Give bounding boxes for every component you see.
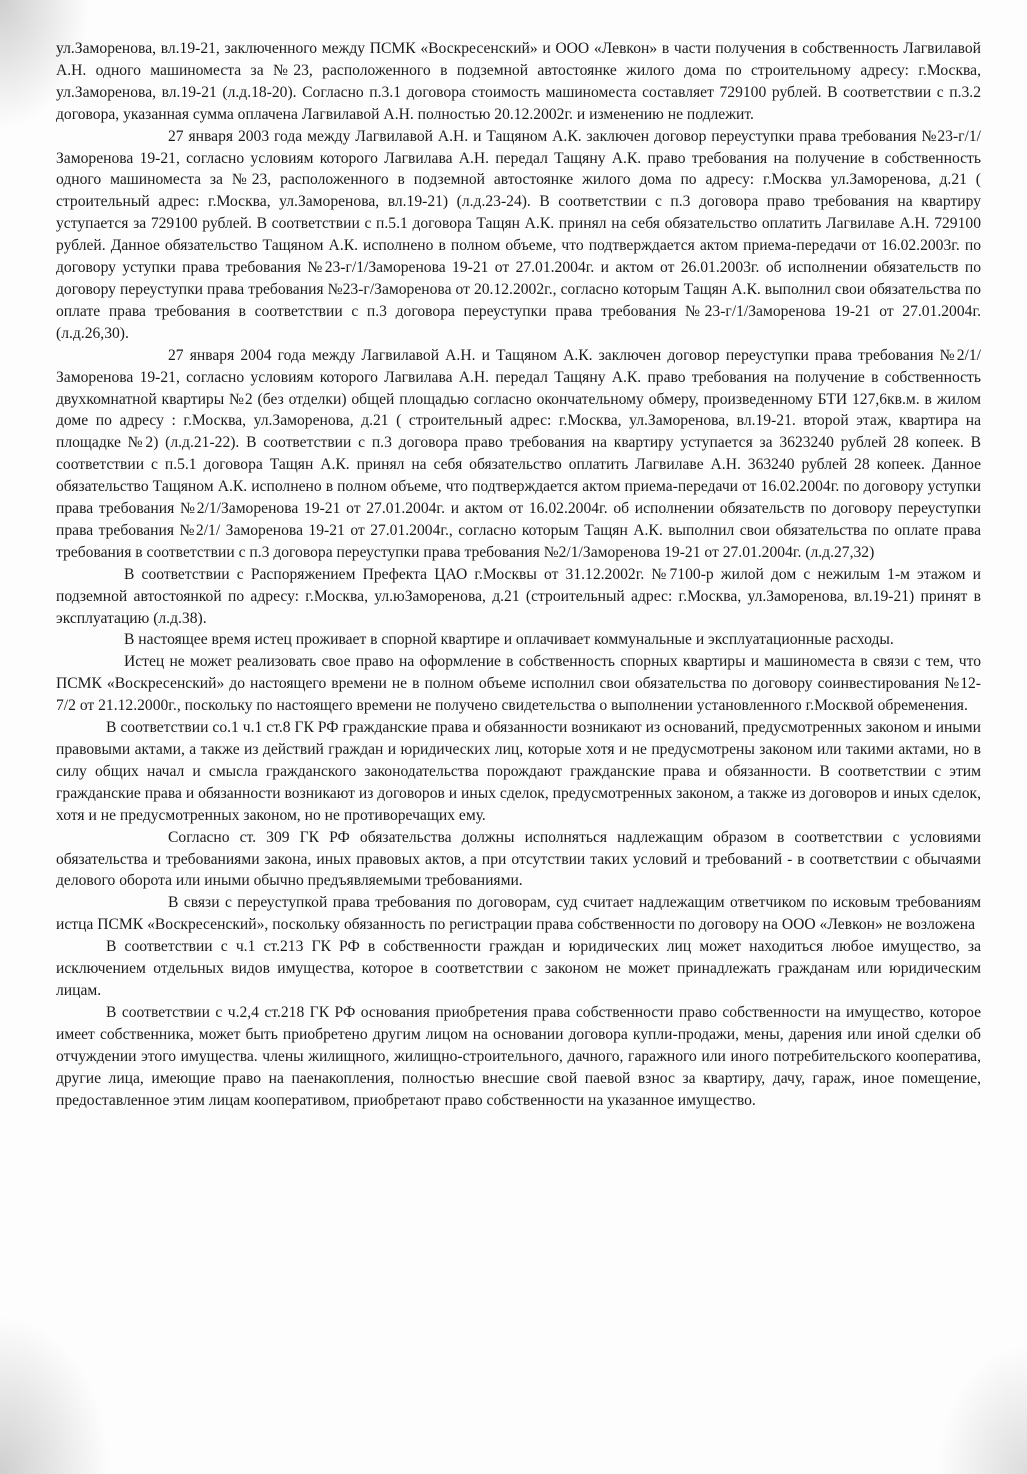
paragraph-3: 27 января 2004 года между Лагвилавой А.Н. и Тащяном А.К. заключен договор переуступки права требования №2/1/Заморенова 19-21, согласно условиям которого Лагвилава А.Н. передал Тащяну А.К. право требования на получение в собственность двухкомнатной квартиры №2 (без отделки) общей площадью согласно окончательному обмеру, произведенному БТИ 127,6кв.м. в жилом доме по адресу : г.Москва, ул.Заморенова, д.21 ( строительный адрес: г.Москва, ул.Заморенова, вл.19-21. второй этаж, квартира на площадке №2) (л.д.21-22). В соответствии с п.3 договора право требования на квартиру уступается за 3623240 рублей 28 копеек. В соответствии с п.5.1 договора Тащян А.К. принял на себя обязательство оплатить Лагвилаве А.Н. 363240 рублей 28 копеек. Данное обязательство Тащяном А.К. исполнено в полном объеме, что подтверждается актом приема-передачи от 16.02.2004г. по договору уступки права требования №2/1/Заморенова 19-21 от 27.01.2004г. и актом от 16.02.2004г. об исполнении обязательств по договору переуступки права требования №2/1/ Заморенова 19-21 от 27.01.2004г., согласно которым Тащян А.К. выполнил свои обязательства по оплате права требования в соответствии с п.3 договора переуступки права требования №2/1/Заморенова 19-21 от 27.01.2004г. (л.д.27,32) <box>56 346 981 561</box>
paragraph-6: Истец не может реализовать свое право на оформление в собственность спорных квартиры и машиноместа в связи с тем, что ПСМК «Воскресенский» до настоящего времени не в полном объеме исполнил свои обязательства по договору соинвестирования №12-7/2 от 21.12.2000г., поскольку по настоящего времени не получено свидетельства о выполнении установленного г.Москвой обременения. <box>56 653 981 715</box>
document-body <box>56 38 981 1111</box>
paragraph-11: В соответствии с ч.2,4 ст.218 ГК РФ основания приобретения права собственности право собственности на имущество, которое имеет собственника, может быть приобретено другим лицом на основании договора купли-продажи, мены, дарения или иной сделки об отчуждении этого имущества. члены жилищного, жилищно-строительного, дачного, гаражного или иного потребительского кооператива, другие лица, имеющие право на паенакопления, полностью внесшие свой паевой взнос за квартиру, дачу, гараж, иное помещение, предоставленное этим лицам кооперативом, приобретают право собственности на указанное имущество. <box>56 1003 981 1109</box>
paragraph-10: В соответствии с ч.1 ст.213 ГК РФ в собственности граждан и юридических лиц может находиться любое имущество, за исключением отдельных видов имущества, которое в соответствии с законом не может принадлежать гражданам или юридическим лицам. <box>56 938 981 999</box>
paragraph-2: 27 января 2003 года между Лагвилавой А.Н. и Тащяном А.К. заключен договор переуступки права требования №23-г/1/Заморенова 19-21, согласно условиям которого Лагвилава А.Н. передал Тащяну А.К. право требования на получение в собственность одного машиноместа за №23, расположенного в подземной автостоянке жилого дома по адресу: г.Москва ул.Заморенова, д.21 ( строительный адрес: г.Москва, ул.Заморенова, вл.19-21) (л.д.23-24). В соответствии с п.3 договора право требования на квартиру уступается за 729100 рублей. В соответствии с п.5.1 договора Тащян А.К. принял на себя обязательство оплатить Лагвилаве А.Н. 729100 рублей. Данное обязательство Тащяном А.К. исполнено в полном объеме, что подтверждается актом приема-передачи от 16.02.2003г. по договору уступки права требования №23-г/1/Заморенова 19-21 от 27.01.2004г. и актом от 26.01.2003г. об исполнении обязательств по договору переуступки права требования №23-г/Заморенова от 20.12.2002г., согласно которым Тащян А.К. выполнил свои обязательства по оплате права требования в соответствии с п.3 договора переуступки права требования №23-г/1/Заморенова 19-21 от 27.01.2004г. (л.д.26,30). <box>56 127 981 342</box>
paragraph-9: В связи с переуступкой права требования по договорам, суд считает надлежащим ответчиком по исковым требованиям истца ПСМК «Воскресенский», поскольку обязанность по регистрации права собственности по договору на ООО «Левкон» не возложена <box>56 894 981 934</box>
paragraph-8: Согласно ст. 309 ГК РФ обязательства должны исполняться надлежащим образом в соответствии с условиями обязательства и требованиями закона, иных правовых актов, а при отсутствии таких условий и требований - в соответствии с обычаями делового оборота или иными обычно предъявляемыми требованиями. <box>56 828 981 890</box>
paragraph-1: ул.Заморенова, вл.19-21, заключенного между ПСМК «Воскресенский» и ООО «Левкон» в части получения в собственность Лагвилавой А.Н. одного машиноместа за №23, расположенного в подземной автостоянке жилого дома по строительному адресу: г.Москва, ул.Заморенова, вл.19-21 (л.д.18-20). Согласно п.3.1 договора стоимость машиноместа составляет 729100 рублей. В соответствии с п.3.2 договора, указанная сумма оплачена Лагвилавой А.Н. полностью 20.12.2002г. и изменению не подлежит. <box>56 40 981 123</box>
paragraph-7: В соответствии со.1 ч.1 ст.8 ГК РФ гражданские права и обязанности возникают из оснований, предусмотренных законом и иными правовыми актами, а также из действий граждан и юридических лиц, которые хотя и не предусмотрены законом или такими актами, но в силу общих начал и смысла гражданского законодательства порождают гражданские права и обязанности. В соответствии с этим гражданские права и обязанности возникают из договоров и иных сделок, предусмотренных законом, а также из договоров и иных сделок, хотя и не предусмотренных законом, но не противоречащих ему. <box>56 719 981 824</box>
paragraph-5: В настоящее время истец проживает в спорной квартире и оплачивает коммунальные и эксплуатационные расходы. <box>124 631 894 649</box>
paragraph-4: В соответствии с Распоряжением Префекта ЦАО г.Москвы от 31.12.2002г. №7100-р жилой дом с нежилым 1-м этажом и подземной автостоянкой по адресу: г.Москва, ул.юЗаморенова, д.21 (строительный адрес: г.Москва, ул.Заморенова, вл.19-21) принят в эксплуатацию (л.д.38). <box>56 565 981 627</box>
